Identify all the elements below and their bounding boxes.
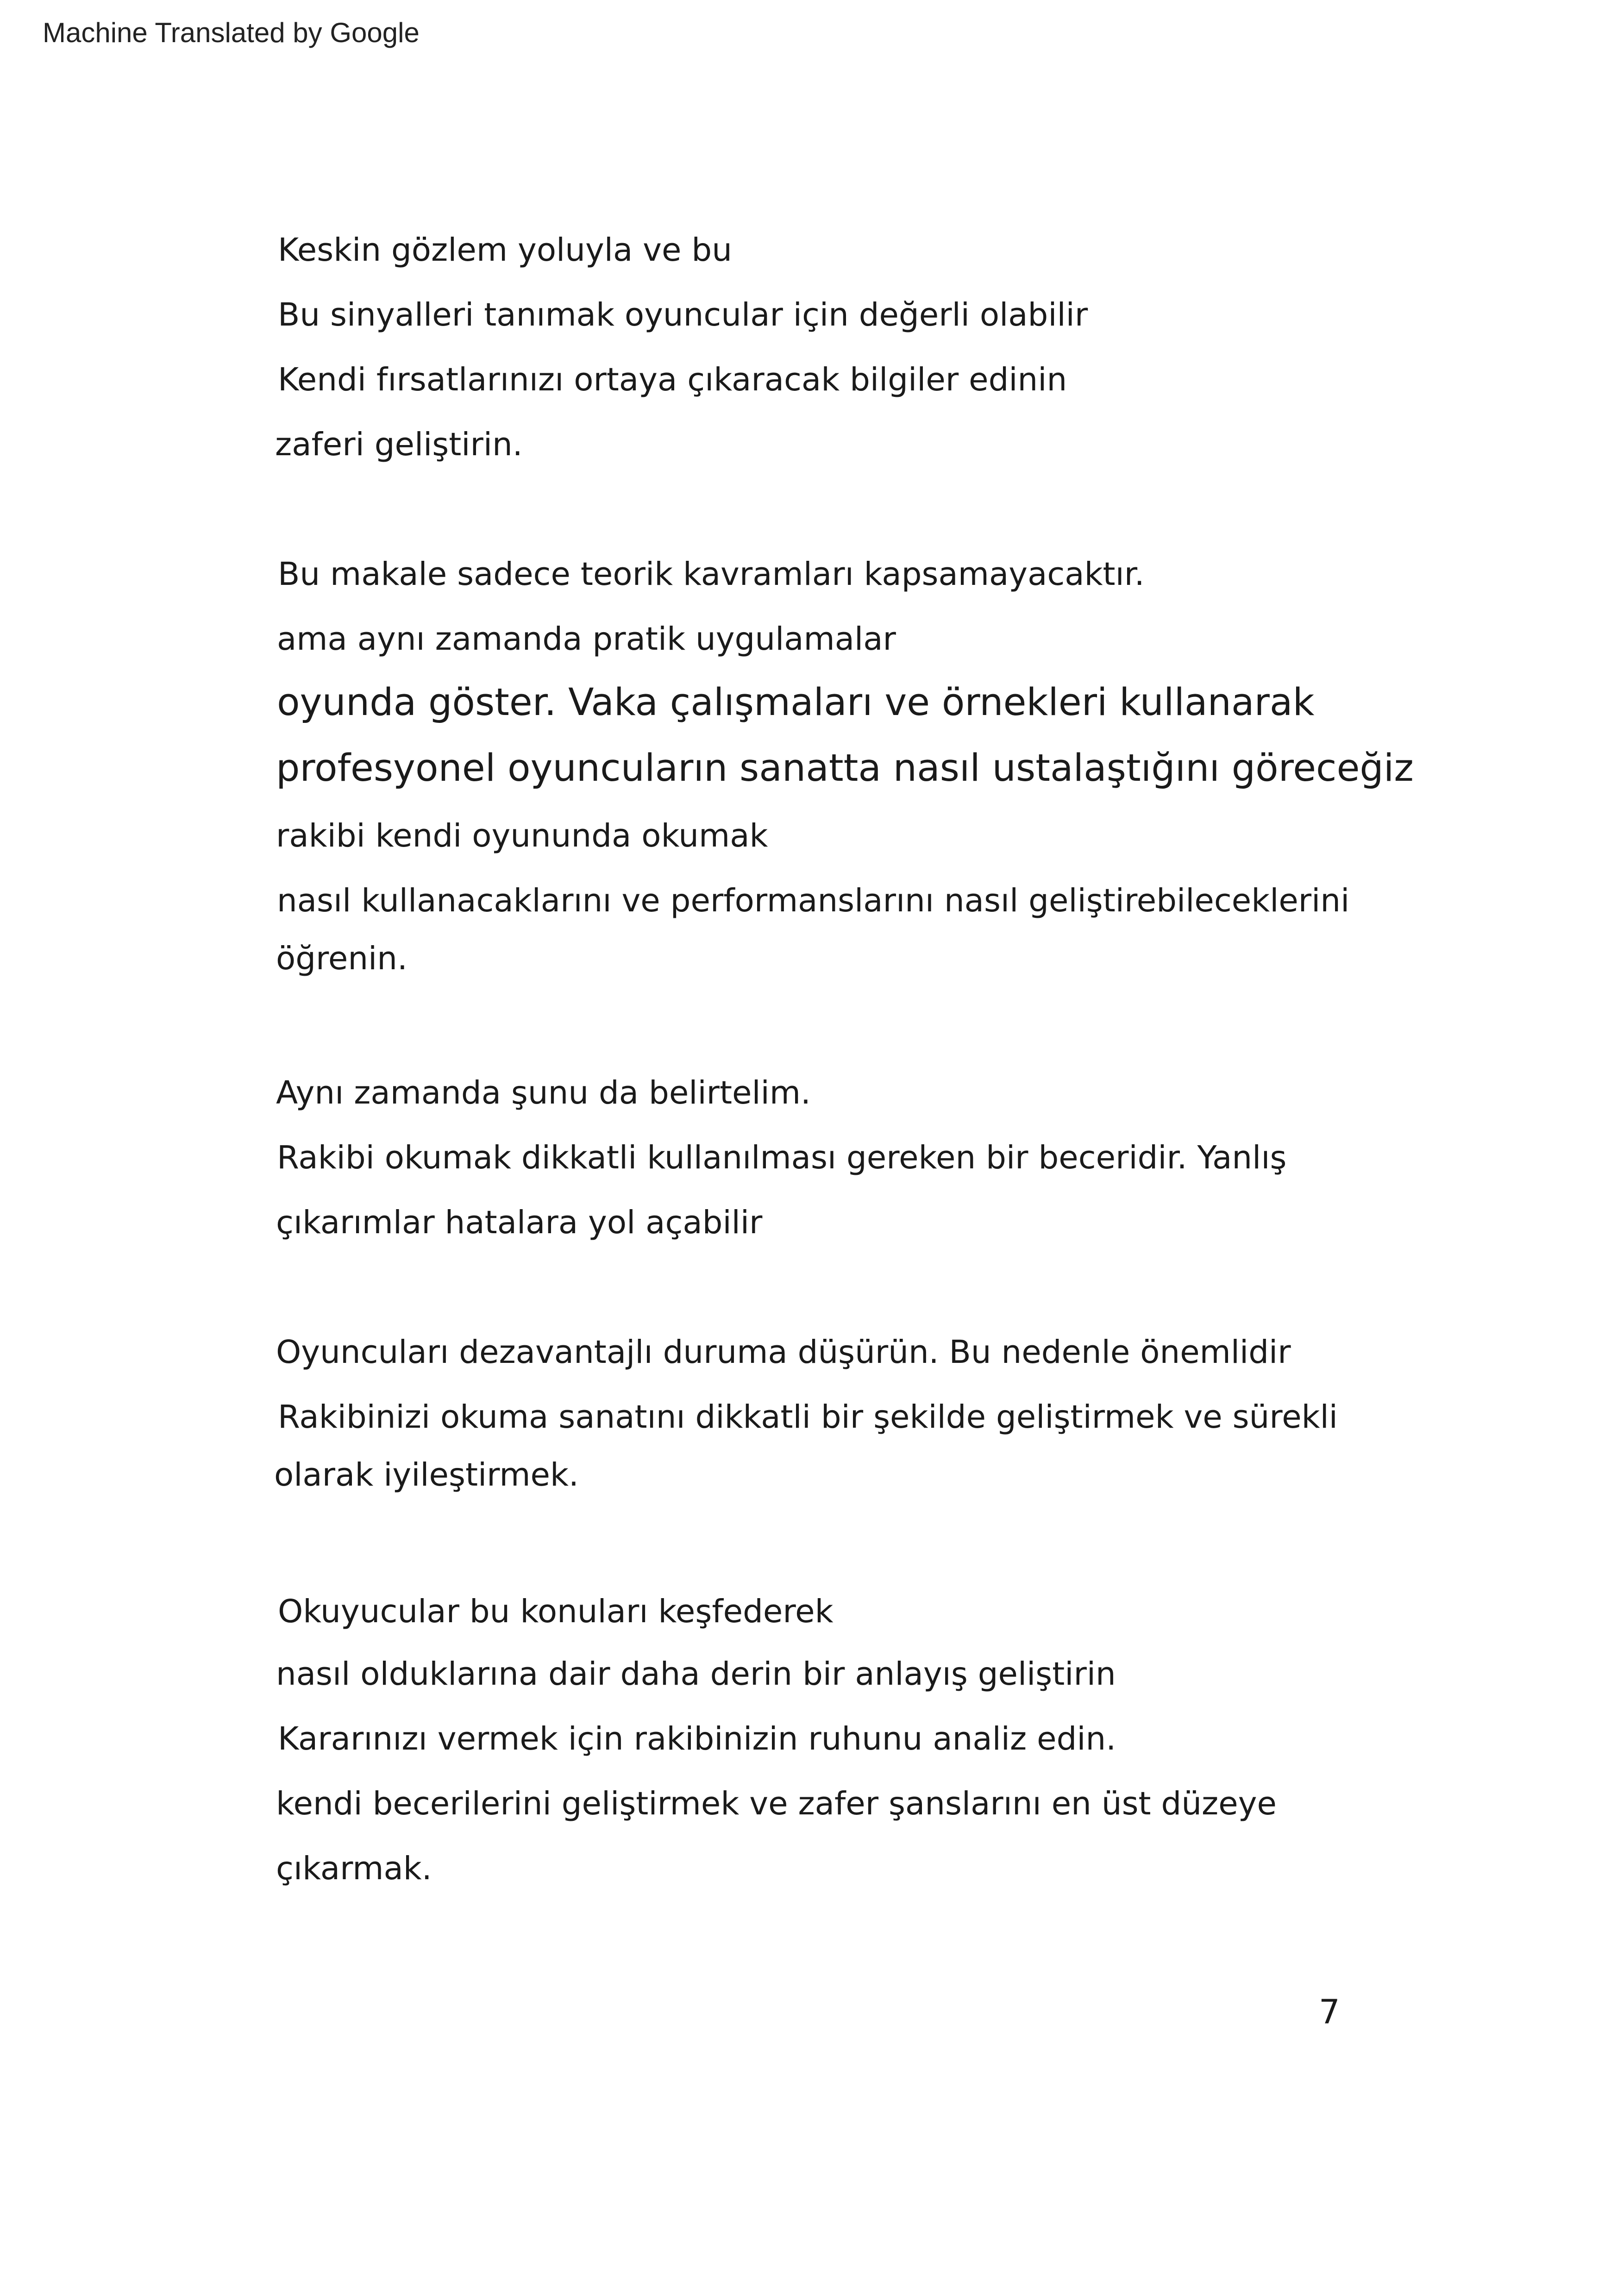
paragraph-line: Bu makale sadece teorik kavramları kapsamayacaktır. xyxy=(278,556,1145,593)
machine-translation-banner: Machine Translated by Google xyxy=(43,17,420,48)
paragraph-line: nasıl kullanacaklarını ve performanslarını nasıl geliştirebileceklerini xyxy=(277,882,1350,919)
paragraph-line: Keskin gözlem yoluyla ve bu xyxy=(278,232,732,269)
paragraph-line: profesyonel oyuncuların sanatta nasıl ustalaştığını göreceğiz xyxy=(276,747,1414,790)
paragraph-line: ama aynı zamanda pratik uygulamalar xyxy=(277,621,896,658)
paragraph-line: zaferi geliştirin. xyxy=(275,426,523,463)
paragraph-line: Aynı zamanda şunu da belirtelim. xyxy=(276,1074,811,1111)
paragraph-line: olarak iyileştirmek. xyxy=(274,1456,579,1493)
paragraph-line: Bu sinyalleri tanımak oyuncular için değerli olabilir xyxy=(278,296,1088,333)
paragraph-line: Kararınızı vermek için rakibinizin ruhunu analiz edin. xyxy=(278,1720,1116,1757)
paragraph-line: Rakibi okumak dikkatli kullanılması gereken bir beceridir. Yanlış xyxy=(277,1139,1287,1176)
paragraph-line: Okuyucular bu konuları keşfederek xyxy=(278,1593,834,1630)
paragraph-line: nasıl olduklarına dair daha derin bir anlayış geliştirin xyxy=(276,1656,1116,1693)
paragraph-line: kendi becerilerini geliştirmek ve zafer şanslarını en üst düzeye xyxy=(276,1785,1277,1822)
paragraph-line: Rakibinizi okuma sanatını dikkatli bir şekilde geliştirmek ve sürekli xyxy=(278,1399,1338,1436)
paragraph-line: Oyuncuları dezavantajlı duruma düşürün. Bu nedenle önemlidir xyxy=(276,1334,1291,1371)
paragraph-line: rakibi kendi oyununda okumak xyxy=(276,817,768,854)
paragraph-line: Kendi fırsatlarınızı ortaya çıkaracak bilgiler edinin xyxy=(278,361,1067,398)
paragraph-line: oyunda göster. Vaka çalışmaları ve örnekleri kullanarak xyxy=(277,681,1315,724)
paragraph-line: çıkarımlar hatalara yol açabilir xyxy=(276,1204,763,1241)
page-number: 7 xyxy=(1319,1992,1340,2031)
paragraph-line: çıkarmak. xyxy=(276,1850,432,1887)
paragraph-line: öğrenin. xyxy=(276,940,407,977)
